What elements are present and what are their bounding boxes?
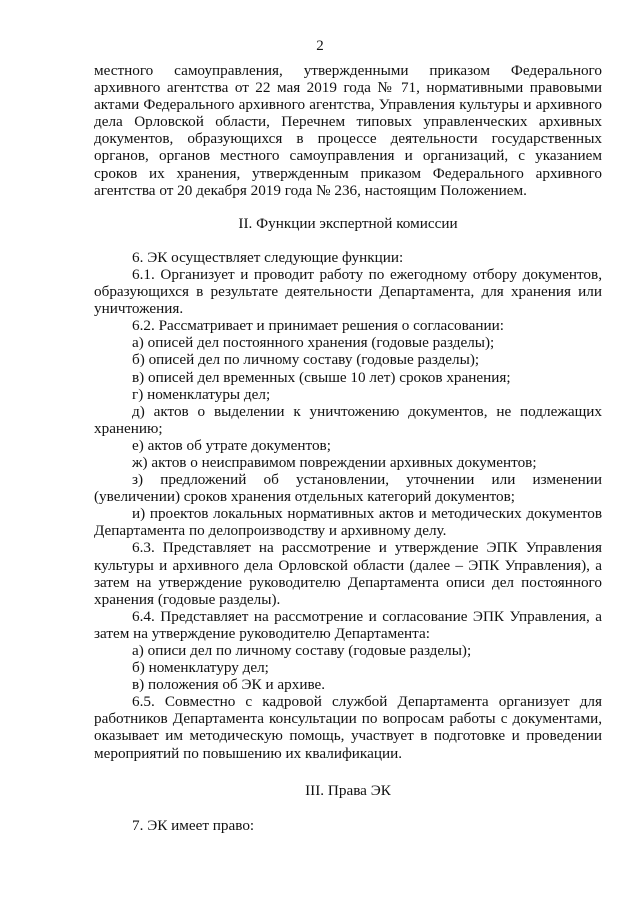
paragraph-6-2: 6.2. Рассматривает и принимает решения о согласовании: <box>132 317 504 335</box>
intro-paragraph: местного самоуправления, утвержденными приказом Федерального архивного агентства от 22 мая 2019 года № 71, нормативными правовыми актами Федерального архивного агентства, Управления культуры и архивного дела Орловской области, Перечнем типовых управленческих архивных документов, образующихся в процессе деятельности государственных органов, органов местного самоуправления и организаций, с указанием сроков их хранения, утвержденным приказом Федерального архивного агентства от 20 декабря 2019 года № 236, настоящим Положением. <box>94 62 602 199</box>
list-item-6-2-a: а) описей дел постоянного хранения (годовые разделы); <box>132 334 495 352</box>
document-body <box>94 62 602 834</box>
list-item-6-2-g: г) номенклатуры дел; <box>132 385 271 403</box>
list-item-6-2-e: е) актов об утрате документов; <box>132 436 331 454</box>
paragraph-6: 6. ЭК осуществляет следующие функции: <box>132 248 404 266</box>
list-item-6-2-z: з) предложений об установлении, уточнении или изменении (увеличении) сроков хранения отдельных категорий документов; <box>94 471 602 506</box>
list-item-6-4-v: в) положения об ЭК и архиве. <box>132 676 326 694</box>
list-item-6-4-b: б) номенклатуру дел; <box>132 659 269 677</box>
page-number: 2 <box>316 38 324 54</box>
paragraph-6-4: 6.4. Представляет на рассмотрение и согласование ЭПК Управления, а затем на утверждение руководителю Департамента: <box>94 607 602 642</box>
paragraph-6-1: 6.1. Организует и проводит работу по ежегодному отбору документов, образующихся в результате деятельности Департамента, для хранения или уничтожения. <box>94 265 602 318</box>
paragraph-6-3: 6.3. Представляет на рассмотрение и утверждение ЭПК Управления культуры и архивного дела Орловской области (далее – ЭПК Управления), а затем на утверждение руководителю Департамента описи дел постоянного хранения (годовые разделы). <box>94 539 602 608</box>
list-item-6-2-b: б) описей дел по личному составу (годовые разделы); <box>132 351 480 369</box>
list-item-6-2-d: д) актов о выделении к уничтожению документов, не подлежащих хранению; <box>94 402 602 437</box>
list-item-6-2-zh: ж) актов о неисправимом повреждении архивных документов; <box>132 453 537 471</box>
section-2-heading: II. Функции экспертной комиссии <box>238 214 458 232</box>
list-item-6-2-i: и) проектов локальных нормативных актов и методических документов Департамента по делопроизводству и архивному делу. <box>94 505 602 540</box>
list-item-6-4-a: а) описи дел по личному составу (годовые разделы); <box>132 642 472 659</box>
paragraph-6-5: 6.5. Совместно с кадровой службой Департамента организует для работников Департамента консультации по вопросам работы с документами, оказывает им методическую помощь, участвует в подготовке и проведении мероприятий по повышению их квалификации. <box>94 693 602 762</box>
section-3-heading: III. Права ЭК <box>305 781 391 799</box>
paragraph-7: 7. ЭК имеет право: <box>132 816 255 834</box>
list-item-6-2-v: в) описей дел временных (свыше 10 лет) сроков хранения; <box>132 368 511 386</box>
